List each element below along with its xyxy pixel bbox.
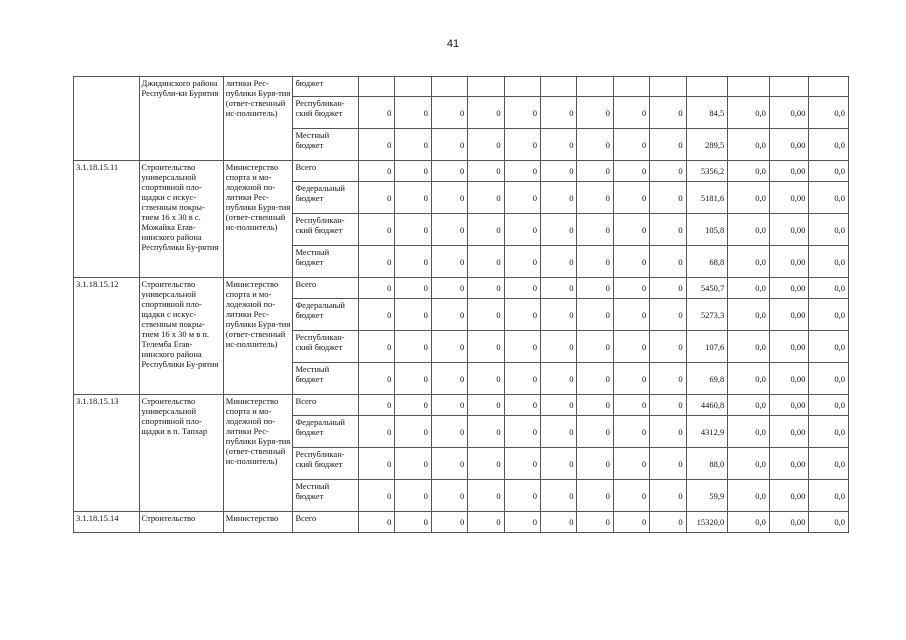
value-cell: 0 <box>613 395 649 416</box>
value-cell: 0,0 <box>809 416 849 448</box>
value-cell <box>468 77 504 97</box>
value-cell: 0 <box>577 278 613 299</box>
value-cell: 0 <box>395 182 431 214</box>
value-cell: 0 <box>577 246 613 278</box>
value-cell: 0 <box>468 363 504 395</box>
funding-source: Федеральный бюджет <box>293 416 359 448</box>
funding-source: Республикан-ский бюджет <box>293 448 359 480</box>
value-cell: 0 <box>504 480 540 512</box>
page-number: 41 <box>446 38 460 50</box>
value-cell: 0 <box>577 214 613 246</box>
value-cell: 0,0 <box>809 182 849 214</box>
value-cell: 0 <box>541 480 577 512</box>
value-cell: 0,0 <box>728 480 770 512</box>
value-cell <box>769 77 809 97</box>
funding-source: Всего <box>293 395 359 416</box>
value-cell: 0 <box>650 161 686 182</box>
value-cell <box>728 77 770 97</box>
value-cell: 0,00 <box>769 363 809 395</box>
measure-name: Строительство <box>139 512 223 533</box>
value-cell: 0 <box>468 129 504 161</box>
value-cell: 0,0 <box>809 214 849 246</box>
value-cell: 0 <box>504 448 540 480</box>
value-cell: 0 <box>577 480 613 512</box>
value-cell: 0,00 <box>769 161 809 182</box>
value-cell: 0,0 <box>728 363 770 395</box>
value-cell <box>650 77 686 97</box>
measure-name: Джидинского района Республи-ки Бурятия <box>139 77 223 161</box>
value-cell: 0 <box>650 448 686 480</box>
value-cell: 0 <box>650 512 686 533</box>
value-cell: 0 <box>613 416 649 448</box>
funding-source: Всего <box>293 161 359 182</box>
value-cell: 0,00 <box>769 395 809 416</box>
value-cell: 0,0 <box>809 246 849 278</box>
value-cell: 0 <box>468 214 504 246</box>
value-cell: 69,8 <box>686 363 728 395</box>
value-cell: 0 <box>541 129 577 161</box>
value-cell: 0 <box>504 246 540 278</box>
value-cell: 0 <box>395 395 431 416</box>
value-cell: 0,00 <box>769 299 809 331</box>
value-cell: 0 <box>504 161 540 182</box>
value-cell: 0 <box>577 448 613 480</box>
value-cell: 0 <box>359 331 395 363</box>
value-cell <box>504 77 540 97</box>
value-cell: 0 <box>395 512 431 533</box>
value-cell: 0 <box>395 246 431 278</box>
value-cell: 0 <box>468 278 504 299</box>
value-cell: 0 <box>613 363 649 395</box>
value-cell: 0 <box>468 416 504 448</box>
funding-source: Республикан-ский бюджет <box>293 97 359 129</box>
table-row <box>74 161 849 182</box>
value-cell: 0 <box>613 129 649 161</box>
value-cell: 0 <box>577 161 613 182</box>
value-cell: 0 <box>395 299 431 331</box>
value-cell: 0 <box>431 246 467 278</box>
funding-source: Всего <box>293 512 359 533</box>
value-cell: 0 <box>650 182 686 214</box>
value-cell: 0 <box>395 480 431 512</box>
value-cell: 0,0 <box>809 299 849 331</box>
value-cell: 0 <box>359 363 395 395</box>
value-cell: 0 <box>577 97 613 129</box>
value-cell: 0 <box>613 512 649 533</box>
value-cell: 0 <box>650 97 686 129</box>
value-cell: 0 <box>468 512 504 533</box>
value-cell: 107,6 <box>686 331 728 363</box>
value-cell: 0 <box>650 480 686 512</box>
value-cell: 0,00 <box>769 331 809 363</box>
value-cell: 0,0 <box>728 448 770 480</box>
value-cell: 0 <box>431 182 467 214</box>
value-cell: 0 <box>650 331 686 363</box>
value-cell: 5356,2 <box>686 161 728 182</box>
value-cell: 0 <box>504 182 540 214</box>
budget-table <box>73 76 849 533</box>
value-cell: 0 <box>541 331 577 363</box>
value-cell: 0 <box>650 299 686 331</box>
value-cell: 0 <box>504 129 540 161</box>
funding-source: Местный бюджет <box>293 246 359 278</box>
value-cell: 0 <box>577 129 613 161</box>
value-cell: 0,00 <box>769 129 809 161</box>
value-cell: 0,0 <box>728 512 770 533</box>
executor-name: Министерство спорта и мо-лодежной по-литики Рес-публики Буря-тия (ответ-ственный ис-полнитель) <box>223 395 293 512</box>
table-row <box>74 395 849 416</box>
value-cell: 0,0 <box>728 299 770 331</box>
value-cell: 0,0 <box>728 129 770 161</box>
funding-source: бюджет <box>293 77 359 97</box>
value-cell: 0 <box>359 448 395 480</box>
value-cell: 0,00 <box>769 278 809 299</box>
value-cell: 0,0 <box>728 246 770 278</box>
value-cell: 0 <box>613 182 649 214</box>
measure-name: Строительство универсальной спортивной пло-щадки с искус-ственным покры-тием 16 х 30 в с. Можайка Erав-нинского района Республики Бу-рятия <box>139 161 223 278</box>
value-cell: 0 <box>613 299 649 331</box>
value-cell: 0 <box>577 363 613 395</box>
value-cell: 0 <box>613 480 649 512</box>
value-cell: 0 <box>468 246 504 278</box>
value-cell: 0 <box>359 299 395 331</box>
value-cell: 5181,6 <box>686 182 728 214</box>
value-cell: 0 <box>468 395 504 416</box>
value-cell: 0 <box>541 214 577 246</box>
value-cell: 0 <box>504 97 540 129</box>
funding-source: Всего <box>293 278 359 299</box>
measure-code: 3.1.18.15.13 <box>74 395 140 512</box>
value-cell: 0,00 <box>769 246 809 278</box>
value-cell: 0 <box>541 278 577 299</box>
value-cell: 0 <box>613 448 649 480</box>
value-cell: 0 <box>541 182 577 214</box>
value-cell <box>431 77 467 97</box>
value-cell <box>613 77 649 97</box>
value-cell: 0 <box>468 480 504 512</box>
value-cell: 0 <box>359 246 395 278</box>
value-cell: 0 <box>650 129 686 161</box>
value-cell: 0 <box>431 97 467 129</box>
value-cell: 0 <box>395 214 431 246</box>
funding-source: Республикан-ский бюджет <box>293 331 359 363</box>
table-row <box>74 77 849 97</box>
funding-source: Федеральный бюджет <box>293 299 359 331</box>
value-cell: 0,0 <box>809 129 849 161</box>
value-cell: 0,0 <box>809 278 849 299</box>
value-cell <box>541 77 577 97</box>
value-cell <box>809 77 849 97</box>
value-cell: 0,00 <box>769 214 809 246</box>
value-cell: 88,0 <box>686 448 728 480</box>
value-cell: 0 <box>468 448 504 480</box>
value-cell: 0 <box>359 480 395 512</box>
value-cell: 0 <box>577 395 613 416</box>
value-cell: 0 <box>504 512 540 533</box>
value-cell: 0,0 <box>809 363 849 395</box>
value-cell: 0 <box>577 416 613 448</box>
measure-name: Строительство универсальной спортивной пло-щадки в п. Таnхар <box>139 395 223 512</box>
value-cell: 0 <box>359 161 395 182</box>
value-cell: 0 <box>395 97 431 129</box>
measure-name: Строительство универсальной спортивной пло-щадки с искус-ственным покры-тием 16 х 30 м в п. Телемба Erав-нинского района Республики Бу-рятия <box>139 278 223 395</box>
funding-source: Местный бюджет <box>293 129 359 161</box>
value-cell: 0 <box>541 161 577 182</box>
value-cell: 0 <box>395 161 431 182</box>
value-cell: 0 <box>359 512 395 533</box>
value-cell: 0 <box>577 512 613 533</box>
value-cell: 0 <box>431 480 467 512</box>
value-cell: 0 <box>468 161 504 182</box>
table-body <box>74 77 849 533</box>
value-cell: 5450,7 <box>686 278 728 299</box>
measure-code: 3.1.18.15.14 <box>74 512 140 533</box>
funding-source: Федеральный бюджет <box>293 182 359 214</box>
measure-code: 3.1.18.15.11 <box>74 161 140 278</box>
funding-source: Местный бюджет <box>293 363 359 395</box>
value-cell: 0,00 <box>769 97 809 129</box>
value-cell: 0 <box>431 512 467 533</box>
value-cell: 0 <box>431 416 467 448</box>
value-cell: 0,0 <box>728 416 770 448</box>
value-cell: 15320,0 <box>686 512 728 533</box>
value-cell <box>686 77 728 97</box>
value-cell: 0,0 <box>728 395 770 416</box>
value-cell: 0 <box>650 246 686 278</box>
value-cell: 0,00 <box>769 416 809 448</box>
table-row <box>74 278 849 299</box>
value-cell: 0 <box>577 331 613 363</box>
value-cell <box>577 77 613 97</box>
value-cell: 0,0 <box>809 161 849 182</box>
value-cell: 0,00 <box>769 512 809 533</box>
value-cell: 0 <box>504 363 540 395</box>
value-cell: 0 <box>431 395 467 416</box>
value-cell: 0 <box>541 448 577 480</box>
value-cell: 0 <box>431 214 467 246</box>
value-cell: 68,8 <box>686 246 728 278</box>
value-cell: 0 <box>504 416 540 448</box>
value-cell: 0,0 <box>728 331 770 363</box>
value-cell: 0,0 <box>809 448 849 480</box>
value-cell: 0 <box>613 331 649 363</box>
value-cell: 0 <box>395 278 431 299</box>
value-cell: 0 <box>650 395 686 416</box>
measure-code <box>74 77 140 161</box>
value-cell: 0 <box>504 331 540 363</box>
value-cell: 0,0 <box>809 395 849 416</box>
value-cell: 0,0 <box>809 512 849 533</box>
value-cell: 0 <box>504 278 540 299</box>
value-cell: 289,5 <box>686 129 728 161</box>
executor-name: Министерство <box>223 512 293 533</box>
value-cell: 0 <box>613 161 649 182</box>
value-cell: 0 <box>613 97 649 129</box>
value-cell: 0,00 <box>769 448 809 480</box>
value-cell: 0,0 <box>728 161 770 182</box>
value-cell: 0 <box>541 299 577 331</box>
value-cell: 0 <box>395 363 431 395</box>
value-cell: 0 <box>577 299 613 331</box>
value-cell: 0 <box>650 363 686 395</box>
executor-name: Министерство спорта и мо-лодежной по-литики Рес-публики Буря-тия (ответ-ственный ис-полнитель) <box>223 278 293 395</box>
value-cell: 0 <box>395 129 431 161</box>
value-cell: 0 <box>359 395 395 416</box>
value-cell: 0 <box>431 161 467 182</box>
value-cell: 0 <box>431 129 467 161</box>
value-cell: 0 <box>431 278 467 299</box>
value-cell: 0 <box>504 395 540 416</box>
value-cell: 0 <box>431 331 467 363</box>
value-cell: 0 <box>468 331 504 363</box>
value-cell: 0 <box>504 214 540 246</box>
value-cell: 0 <box>359 129 395 161</box>
executor-name: литики Рес-публики Буря-тия (ответ-ственный ис-полнитель) <box>223 77 293 161</box>
value-cell: 0 <box>541 395 577 416</box>
value-cell: 0 <box>359 182 395 214</box>
value-cell <box>395 77 431 97</box>
value-cell: 0 <box>541 416 577 448</box>
value-cell: 0,0 <box>728 182 770 214</box>
value-cell: 0 <box>541 97 577 129</box>
table-row <box>74 512 849 533</box>
value-cell: 0,0 <box>809 331 849 363</box>
value-cell: 0 <box>613 246 649 278</box>
value-cell: 0,0 <box>809 97 849 129</box>
value-cell: 4460,8 <box>686 395 728 416</box>
value-cell: 0 <box>577 182 613 214</box>
executor-name: Министерство спорта и мо-лодежной по-литики Рес-публики Буря-тия (ответ-ственный ис-полнитель) <box>223 161 293 278</box>
value-cell: 0 <box>359 278 395 299</box>
value-cell: 0 <box>650 214 686 246</box>
value-cell: 0 <box>541 363 577 395</box>
funding-source: Республикан-ский бюджет <box>293 214 359 246</box>
value-cell: 0 <box>431 363 467 395</box>
value-cell: 105,8 <box>686 214 728 246</box>
value-cell: 0 <box>395 448 431 480</box>
value-cell: 59,9 <box>686 480 728 512</box>
value-cell: 0 <box>650 278 686 299</box>
value-cell: 0 <box>359 416 395 448</box>
value-cell: 0 <box>650 416 686 448</box>
value-cell: 0 <box>395 416 431 448</box>
value-cell: 0,00 <box>769 480 809 512</box>
value-cell <box>359 77 395 97</box>
funding-source: Местный бюджет <box>293 480 359 512</box>
value-cell: 0 <box>468 182 504 214</box>
value-cell: 0,0 <box>728 278 770 299</box>
value-cell: 0 <box>431 299 467 331</box>
value-cell: 0 <box>613 214 649 246</box>
value-cell: 0,0 <box>728 214 770 246</box>
value-cell: 0 <box>541 246 577 278</box>
value-cell: 0,0 <box>809 480 849 512</box>
value-cell: 0 <box>541 512 577 533</box>
value-cell: 0,0 <box>728 97 770 129</box>
value-cell: 0 <box>468 97 504 129</box>
value-cell: 0 <box>504 299 540 331</box>
value-cell: 0 <box>359 214 395 246</box>
value-cell: 84,5 <box>686 97 728 129</box>
value-cell: 0 <box>613 278 649 299</box>
value-cell: 0 <box>395 331 431 363</box>
value-cell: 5273,3 <box>686 299 728 331</box>
value-cell: 0,00 <box>769 182 809 214</box>
value-cell: 4312,9 <box>686 416 728 448</box>
value-cell: 0 <box>468 299 504 331</box>
value-cell: 0 <box>431 448 467 480</box>
measure-code: 3.1.18.15.12 <box>74 278 140 395</box>
value-cell: 0 <box>359 97 395 129</box>
